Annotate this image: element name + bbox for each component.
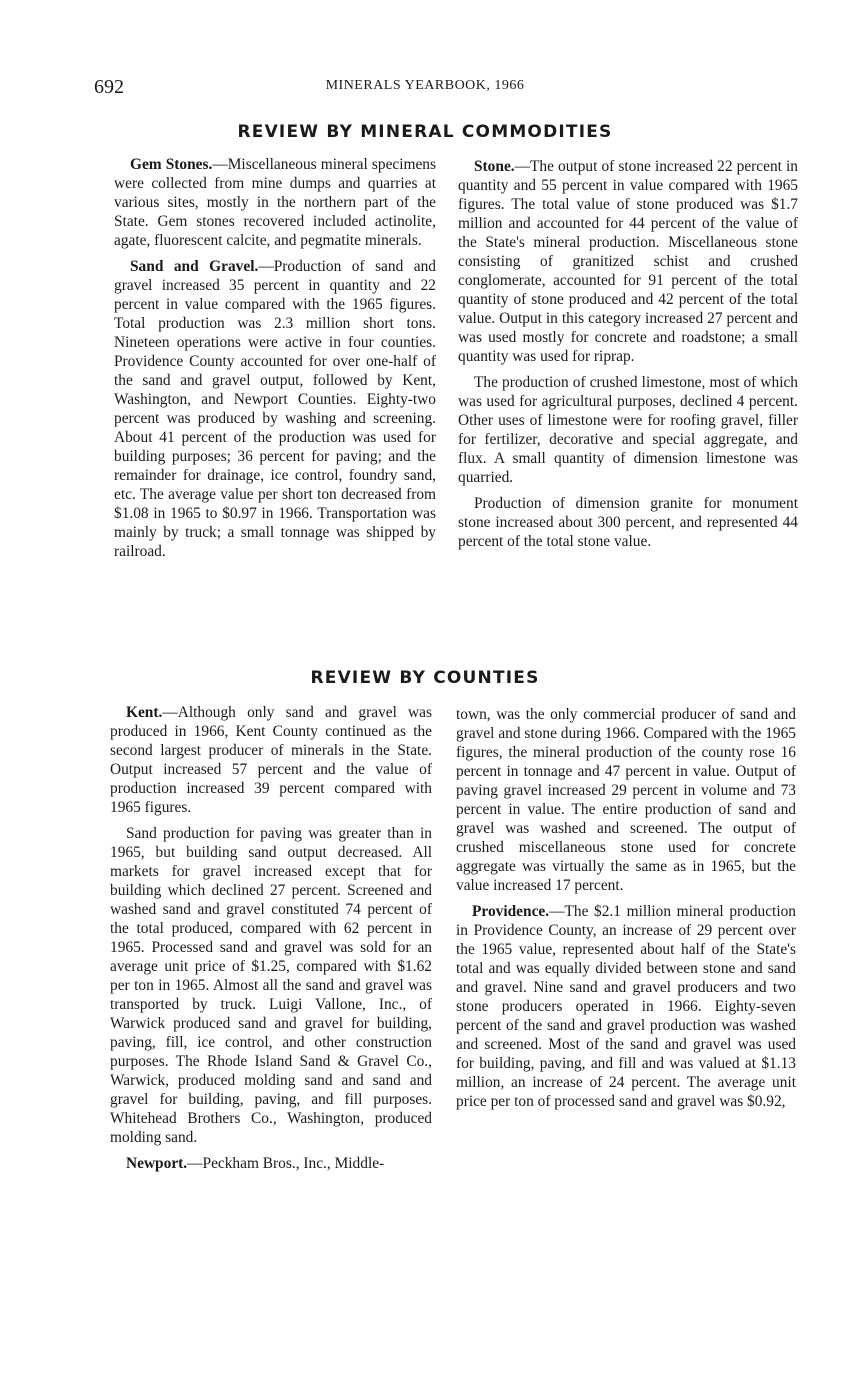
paragraph-dimension-granite: Production of dimension granite for monument stone increased about 300 percent, and represented 44 percent of the total stone value. xyxy=(458,495,798,550)
text-sand-gravel: —Production of sand and gravel increased 35 percent in quantity and 22 percent in value compared with the 1965 figures. Total production was 2.3 million short tons. Nineteen operations were active in four counties. Providence County accounted for over one-half of the sand and gravel output, followed by Kent, Washington, and Newport Counties. Eighty-two percent was produced by washing and screening. About 41 percent of the production was used for building purposes; 36 percent for paving; and the remainder for drainage, ice control, foundry sand, etc. The average value per short ton decreased from $1.08 in 1965 to $0.97 in 1966. Transportation was mainly by truck; a small tonnage was shipped by railroad. xyxy=(114,258,436,560)
counties-right-column xyxy=(456,705,796,1118)
lead-stone: Stone. xyxy=(474,158,515,175)
page-number: 692 xyxy=(94,76,124,98)
paragraph-providence xyxy=(456,902,796,1111)
commodities-left-column xyxy=(114,155,436,568)
text-gem-stones: —Miscellaneous mineral specimens were collected from mine dumps and quarries at various sites, mostly in the northern part of the State. Gem stones recovered included actinolite, agate, fluorescent calcite, and pegmatite minerals. xyxy=(114,156,436,249)
text-kent: —Although only sand and gravel was produced in 1966, Kent County continued as the second largest producer of minerals in the State. Output increased 57 percent and the value of production increased 39 percent compared with 1965 figures. xyxy=(110,704,432,816)
text-stone: —The output of stone increased 22 percent in quantity and 55 percent in value compared with 1965 figures. The total value of stone produced was $1.7 million and accounted for 44 percent of the value of the State's mineral production. Miscellaneous stone consisting of granitized schist and crushed conglomerate, accounted for 91 percent of the total quantity of stone produced and 42 percent of the total value. Output in this category increased 27 percent and was used mostly for concrete and roadstone; a small quantity was used for riprap. xyxy=(458,158,798,365)
paragraph-sand-gravel xyxy=(114,257,436,561)
lead-gem-stones: Gem Stones. xyxy=(130,156,213,173)
paragraph-newport-continued: town, was the only commercial producer of sand and gravel and stone during 1966. Compared with the 1965 figures, the mineral production of the county rose 16 percent in tonnage and 47 percent in value. Output of paving gravel increased 29 percent in volume and 73 percent in value. The entire production of sand and gravel was washed and screened. The output of crushed miscellaneous stone used for concrete aggregate was virtually the same as in 1965, but the value increased 17 percent. xyxy=(456,706,796,894)
paragraph-newport xyxy=(110,1154,432,1173)
paragraph-kent-sand-production: Sand production for paving was greater than in 1965, but building sand output decreased. All markets for gravel increased except that for building which declined 27 percent. Screened and washed sand and gravel constituted 74 percent of the total produced, compared with 62 percent in 1965. Processed sand and gravel was sold for an average unit price of $1.25, compared with $1.62 per ton in 1965. Almost all the sand and gravel was transported by truck. Luigi Vallone, Inc., of Warwick produced sand and gravel for building, paving, fill, ice control, and other construction purposes. The Rhode Island Sand & Gravel Co., Warwick, produced molding sand and sand and gravel for building, paving, and fill purposes. Whitehead Brothers Co., Washington, produced molding sand. xyxy=(110,825,432,1146)
running-title: MINERALS YEARBOOK, 1966 xyxy=(325,78,525,93)
lead-sand-gravel: Sand and Gravel. xyxy=(130,258,259,275)
text-newport: —Peckham Bros., Inc., Middle- xyxy=(187,1155,385,1172)
lead-kent: Kent. xyxy=(126,704,163,721)
paragraph-crushed-limestone: The production of crushed limestone, most of which was used for agricultural purposes, declined 4 percent. Other uses of limestone were for roofing gravel, filler for fertilizer, decorative and special aggregate, and flux. A small quantity of dimension limestone was quarried. xyxy=(458,374,798,486)
paragraph-kent xyxy=(110,703,432,817)
counties-left-column xyxy=(110,703,432,1180)
text-providence: —The $2.1 million mineral production in Providence County, an increase of 29 percent over the 1965 value, represented about half of the State's total and was equally divided between stone and sand and gravel. Nine sand and gravel producers and two stone producers operated in 1966. Eighty-seven percent of the sand and gravel production was washed and screened. Most of the sand and gravel was used for building, paving, and fill and was valued at $1.13 million, an increase of 24 percent. The average unit price per ton of processed sand and gravel was $0.92, xyxy=(456,903,796,1110)
heading-counties: REVIEW BY COUNTIES xyxy=(310,668,540,688)
paragraph-stone xyxy=(458,157,798,366)
heading-mineral-commodities: REVIEW BY MINERAL COMMODITIES xyxy=(237,122,613,142)
commodities-right-column xyxy=(458,157,798,558)
lead-newport: Newport. xyxy=(126,1155,188,1172)
paragraph-gem-stones xyxy=(114,155,436,250)
lead-providence: Providence. xyxy=(472,903,550,920)
